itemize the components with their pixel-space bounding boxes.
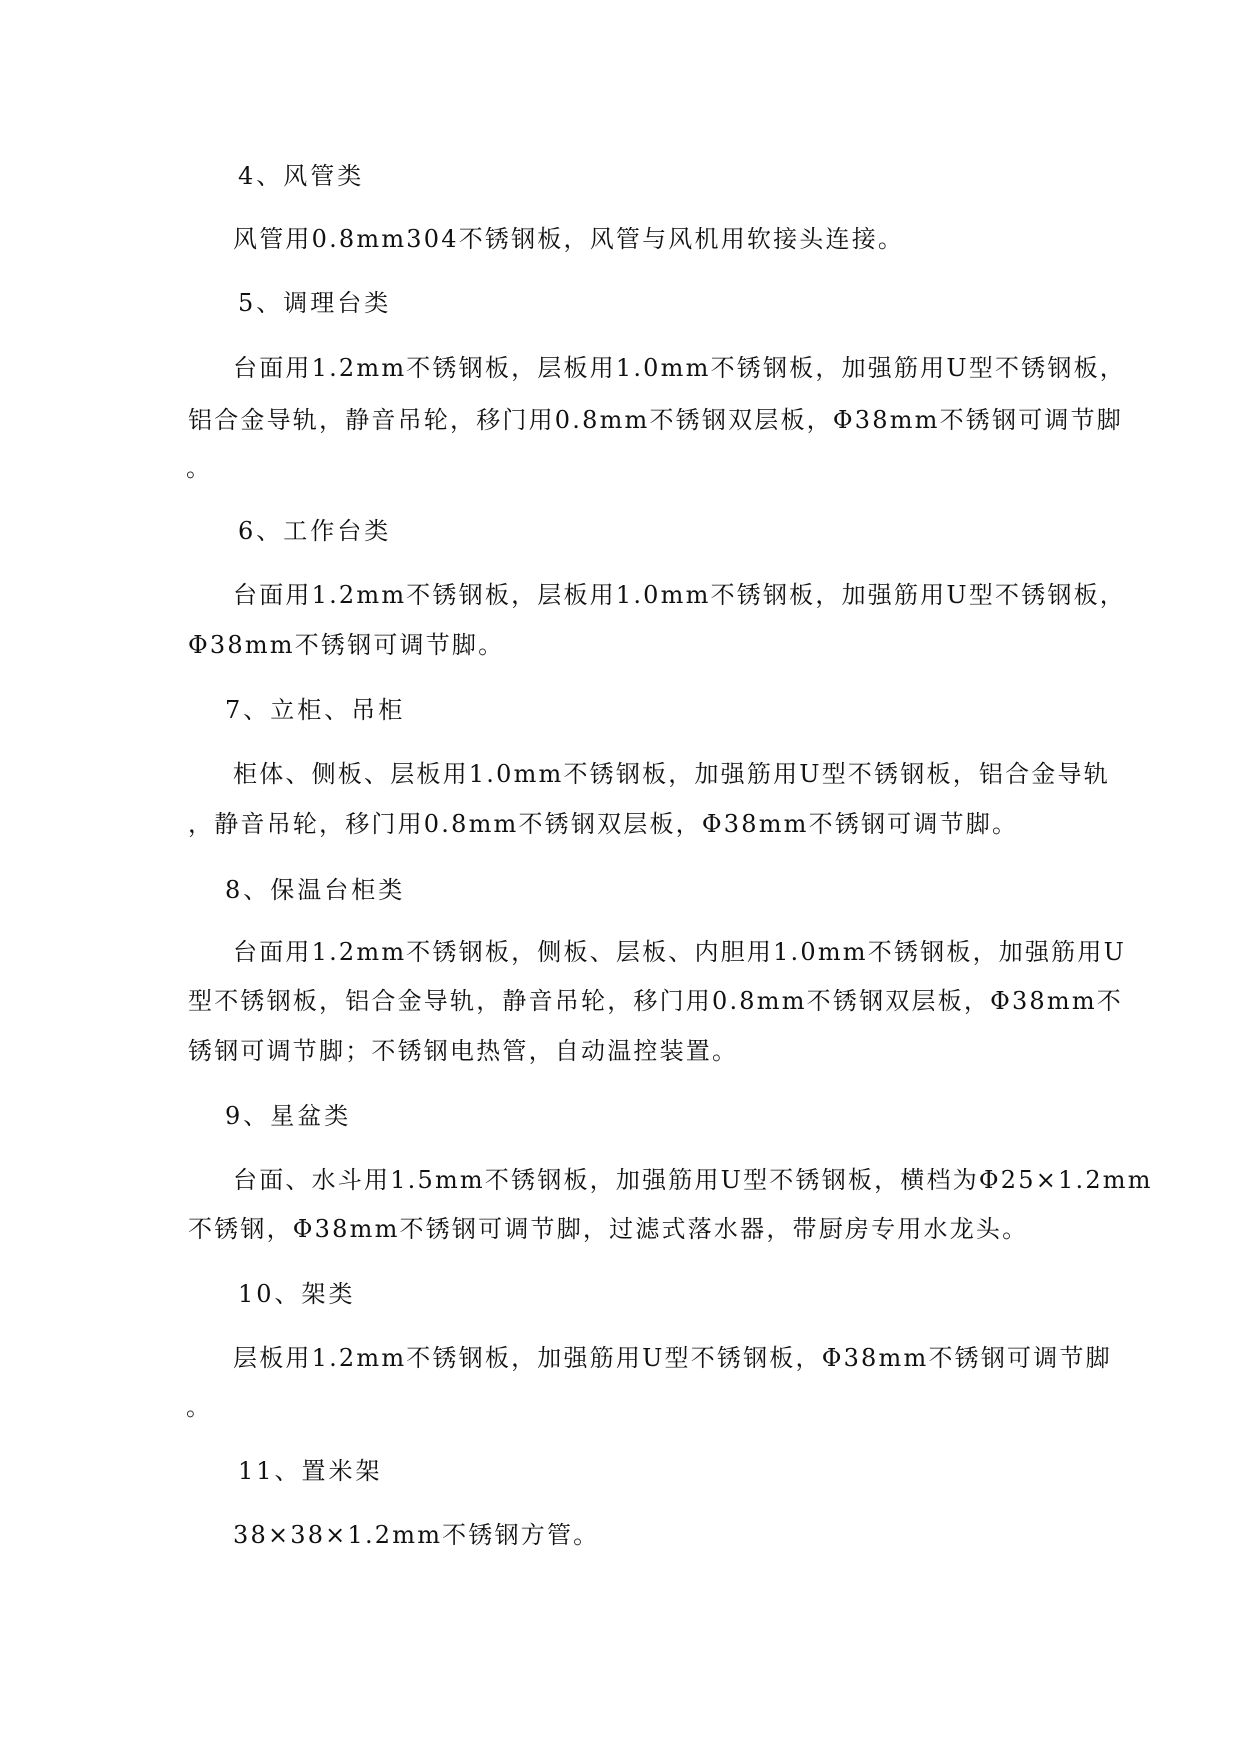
paragraph-line: 台面用1.2mm不锈钢板，侧板、层板、内胆用1.0mm不锈钢板，加强筋用U: [233, 938, 1126, 966]
paragraph-line: Φ38mm不锈钢可调节脚。: [188, 631, 505, 659]
paragraph-line: 铝合金导轨，静音吊轮，移门用0.8mm不锈钢双层板，Φ38mm不锈钢可调节脚: [188, 406, 1124, 434]
paragraph-line: 台面用1.2mm不锈钢板，层板用1.0mm不锈钢板，加强筋用U型不锈钢板，: [233, 581, 1126, 609]
paragraph-line: 风管用0.8mm304不锈钢板，风管与风机用软接头连接。: [233, 225, 905, 253]
section-heading-racks: 10、架类: [238, 1280, 356, 1308]
section-heading-air-duct: 4、风管类: [238, 162, 365, 190]
paragraph-line: 台面、水斗用1.5mm不锈钢板，加强筋用U型不锈钢板，横档为Φ25×1.2mm: [233, 1166, 1153, 1194]
paragraph-line: 。: [186, 1393, 213, 1421]
paragraph-line: 台面用1.2mm不锈钢板，层板用1.0mm不锈钢板，加强筋用U型不锈钢板，: [233, 354, 1126, 382]
section-heading-rice-rack: 11、置米架: [238, 1457, 383, 1485]
paragraph-line: 锈钢可调节脚；不锈钢电热管，自动温控装置。: [188, 1037, 739, 1065]
paragraph-line: 型不锈钢板，铝合金导轨，静音吊轮，移门用0.8mm不锈钢双层板，Φ38mm不: [188, 987, 1124, 1015]
section-heading-cabinets: 7、立柜、吊柜: [225, 696, 406, 724]
paragraph-line: 柜体、侧板、层板用1.0mm不锈钢板，加强筋用U型不锈钢板，铝合金导轨: [233, 760, 1110, 788]
section-heading-worktable: 6、工作台类: [238, 517, 392, 545]
section-heading-prep-table: 5、调理台类: [238, 289, 392, 317]
paragraph-line: ，静音吊轮，移门用0.8mm不锈钢双层板，Φ38mm不锈钢可调节脚。: [188, 810, 1019, 838]
paragraph-line: 38×38×1.2mm不锈钢方管。: [233, 1521, 600, 1549]
section-heading-warming-cabinets: 8、保温台柜类: [225, 876, 406, 904]
paragraph-line: 层板用1.2mm不锈钢板，加强筋用U型不锈钢板，Φ38mm不锈钢可调节脚: [233, 1344, 1112, 1372]
section-heading-sinks: 9、星盆类: [225, 1102, 352, 1130]
paragraph-line: 。: [186, 454, 213, 482]
paragraph-line: 不锈钢，Φ38mm不锈钢可调节脚，过滤式落水器，带厨房专用水龙头。: [188, 1215, 1029, 1243]
